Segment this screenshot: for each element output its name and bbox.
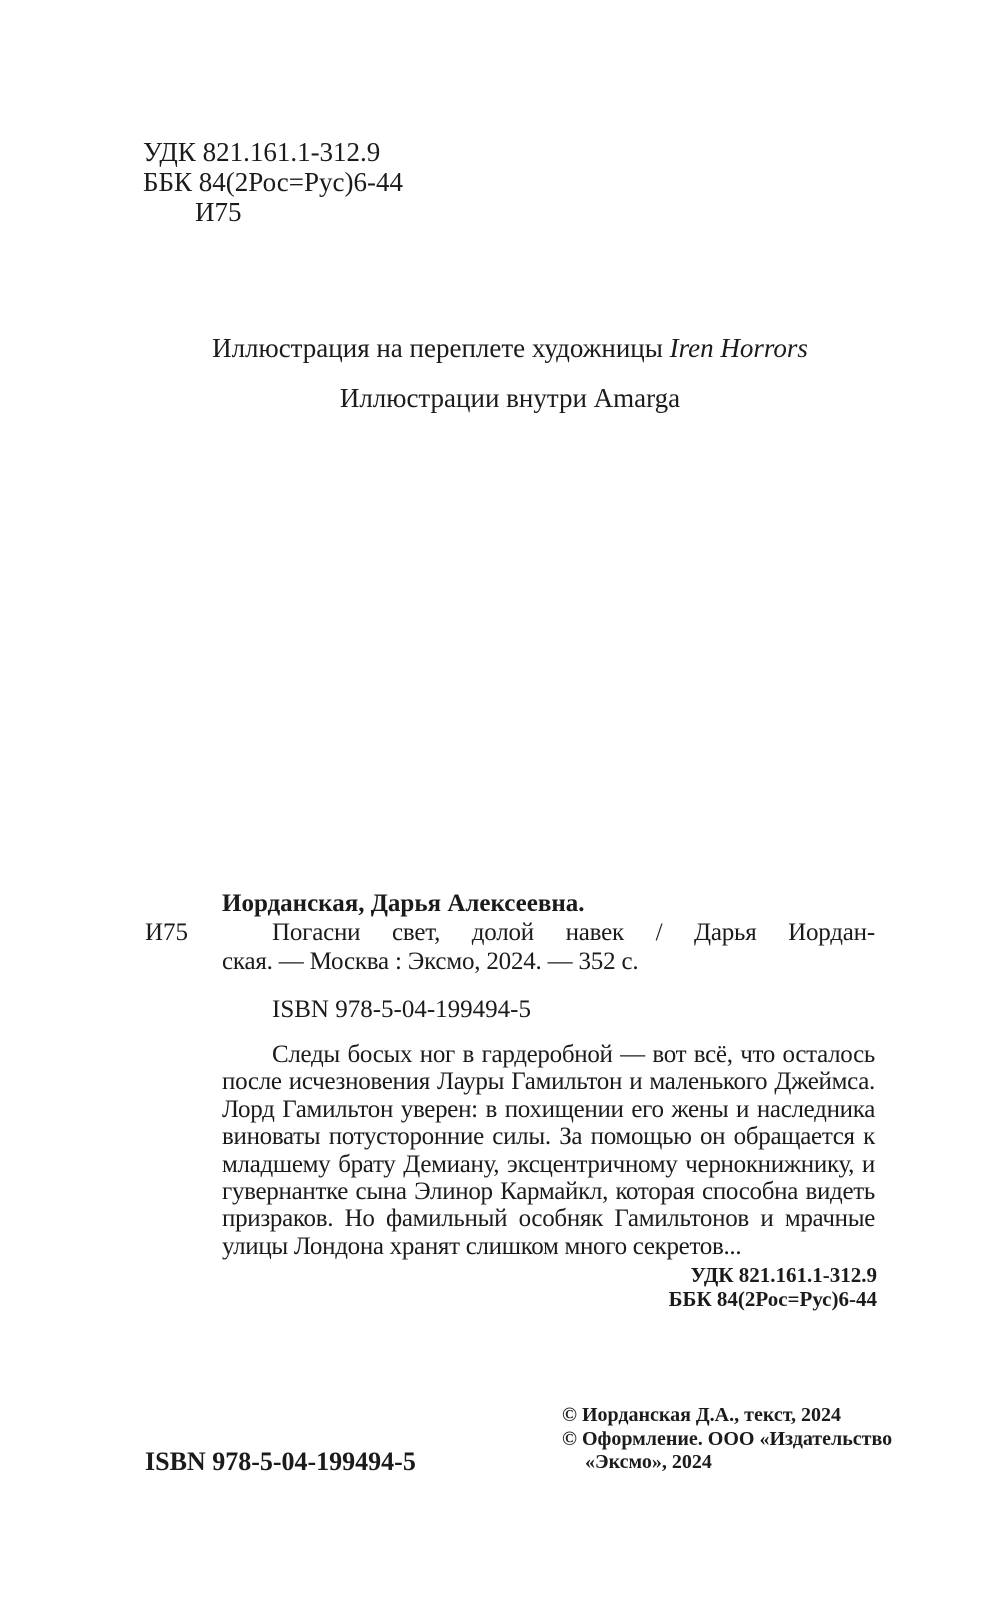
annotation-line: призраков. Но фамильный особняк Гамильтонов и мрачные: [222, 1205, 875, 1233]
cover-illustration-credit: [143, 333, 877, 363]
copyright-block: [562, 1404, 892, 1475]
annotation-line: Лорд Гамильтон уверен: в похищении его жены и наследника: [222, 1095, 875, 1123]
isbn-bottom: ISBN 978-5-04-199494-5: [145, 1447, 416, 1476]
copyright-line-publisher: «Эксмо», 2024: [585, 1451, 712, 1473]
bbk-code-bottom: ББК 84(2Рос=Рус)6-44: [668, 1286, 877, 1311]
isbn-record-line: ISBN 978-5-04-199494-5: [272, 996, 532, 1023]
illustration-credits: [143, 333, 877, 413]
bottom-cataloguing-codes: [669, 1264, 877, 1311]
copyright-line-design: © Оформление. ООО «Издательство: [562, 1427, 893, 1450]
annotation-paragraph: [222, 1041, 875, 1260]
annotation-line: улицы Лондона хранят слишком много секретов...: [222, 1232, 742, 1260]
cover-artist-name: Iren Horrors: [669, 333, 808, 363]
author-sign: И75: [195, 197, 242, 227]
annotation-line: после исчезновения Лауры Гамильтон и маленького Джеймса.: [222, 1068, 875, 1096]
annotation-line: Следы босых ног в гардеробной — вот всё, что осталось: [272, 1041, 875, 1068]
interior-artist-name: Amarga: [593, 383, 681, 413]
bbk-code: ББК 84(2Рос=Рус)6-44: [143, 167, 403, 197]
record-line: Погасни свет, долой навек / Дарья Иордан-: [272, 919, 875, 946]
copyright-line-text: © Иорданская Д.А., текст, 2024: [562, 1404, 842, 1426]
annotation-line: гувернантке сына Элинор Кармайкл, которая способна видеть: [222, 1178, 875, 1206]
cover-credit-text: Иллюстрация на переплете художницы: [212, 333, 670, 363]
author-heading: Иорданская, Дарья Алексеевна.: [222, 890, 585, 917]
interior-illustration-credit: [143, 383, 877, 413]
catalogue-record: [145, 889, 875, 1024]
record-line: ская. — Москва : Эксмо, 2024. — 352 с.: [222, 948, 639, 975]
annotation-line: виноваты потусторонние силы. За помощью он обращается к: [222, 1123, 875, 1151]
top-cataloguing-codes: [143, 137, 403, 227]
udk-code-bottom: УДК 821.161.1-312.9: [690, 1263, 877, 1287]
interior-credit-text: Иллюстрации внутри: [339, 383, 594, 413]
udk-code: УДК 821.161.1-312.9: [143, 137, 381, 167]
catalogue-author-sign: И75: [145, 919, 189, 946]
annotation-line: младшему брату Демиану, эксцентричному чернокнижнику, и: [222, 1150, 875, 1178]
